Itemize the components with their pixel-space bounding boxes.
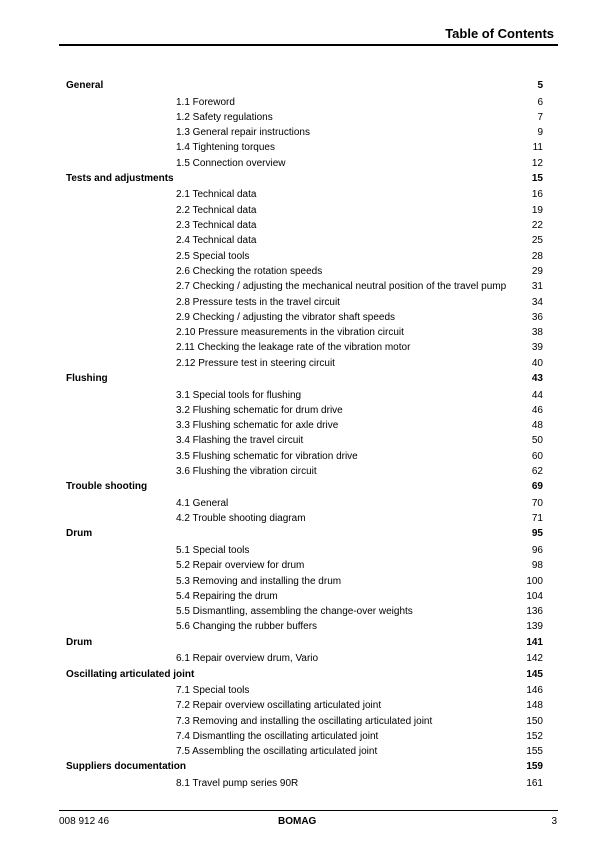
toc-entry-page-number: 39 — [531, 342, 543, 354]
toc-chapter-row[interactable] — [66, 78, 543, 95]
toc-entry-label: 2.5 Special tools — [176, 250, 250, 262]
toc-chapter-row[interactable] — [66, 371, 543, 388]
toc-section-row[interactable] — [66, 729, 543, 744]
toc-entry-page-number: 5 — [537, 80, 543, 91]
toc-entry-page-number: 34 — [531, 296, 543, 308]
toc-entry-label: 2.10 Pressure measurements in the vibration circuit — [176, 327, 404, 339]
toc-section-row[interactable] — [66, 698, 543, 713]
toc-section-row[interactable] — [66, 714, 543, 729]
toc-entry-page-number: 104 — [526, 590, 543, 602]
header-rule — [59, 44, 558, 46]
toc-section-row[interactable] — [66, 418, 543, 433]
toc-section-row[interactable] — [66, 310, 543, 325]
toc-section-row[interactable] — [66, 340, 543, 355]
toc-entry-label: 3.5 Flushing schematic for vibration drive — [176, 450, 358, 462]
toc-entry-page-number: 141 — [526, 636, 543, 648]
toc-entry-page-number: 46 — [531, 404, 543, 416]
toc-entry-page-number: 48 — [531, 420, 543, 432]
toc-entry-label: 2.8 Pressure tests in the travel circuit — [176, 296, 340, 308]
toc-section-row[interactable] — [66, 95, 543, 110]
toc-section-row[interactable] — [66, 558, 543, 573]
toc-entry-label: 5.1 Special tools — [176, 544, 250, 556]
toc-section-row[interactable] — [66, 464, 543, 479]
toc-chapter-row[interactable] — [66, 171, 543, 188]
toc-entry-label: 2.6 Checking the rotation speeds — [176, 265, 323, 277]
toc-entry-page-number: 28 — [531, 250, 543, 262]
toc-entry-label: Flushing — [66, 373, 108, 385]
toc-entry-page-number: 12 — [531, 157, 543, 169]
toc-entry-page-number: 139 — [526, 621, 543, 633]
toc-entry-page-number: 152 — [526, 730, 543, 742]
footer-rule — [59, 810, 558, 811]
toc-section-row[interactable] — [66, 249, 543, 264]
toc-entry-label: 3.1 Special tools for flushing — [176, 389, 302, 401]
toc-entry-page-number: 62 — [531, 466, 543, 478]
toc-entry-label: 7.1 Special tools — [176, 685, 250, 696]
toc-entry-label: Trouble shooting — [66, 481, 148, 493]
toc-entry-label: Oscillating articulated joint — [66, 668, 195, 680]
toc-entry-label: 2.11 Checking the leakage rate of the vibration motor — [176, 342, 411, 354]
toc-chapter-row[interactable] — [66, 526, 543, 543]
toc-entry-page-number: 100 — [526, 575, 543, 587]
toc-entry-label: Suppliers documentation — [66, 761, 187, 773]
toc-entry-label: 3.4 Flashing the travel circuit — [176, 435, 304, 447]
toc-entry-label: 5.3 Removing and installing the drum — [176, 575, 342, 587]
toc-entry-page-number: 9 — [537, 127, 543, 139]
toc-entry-label: 2.3 Technical data — [176, 220, 257, 232]
toc-entry-label: 2.7 Checking / adjusting the mechanical neutral position of the travel pump — [176, 281, 507, 293]
toc-section-row[interactable] — [66, 543, 543, 558]
toc-section-row[interactable] — [66, 125, 543, 140]
toc-section-row[interactable] — [66, 651, 543, 666]
table-of-contents — [66, 78, 543, 791]
toc-entry-page-number: 7 — [537, 111, 543, 123]
toc-entry-label: 7.5 Assembling the oscillating articulated joint — [176, 746, 378, 758]
toc-entry-page-number: 148 — [526, 700, 543, 712]
toc-section-row[interactable] — [66, 511, 543, 526]
toc-entry-page-number: 19 — [531, 204, 543, 216]
toc-entry-page-number: 40 — [531, 357, 543, 369]
toc-entry-label: 2.4 Technical data — [176, 235, 257, 247]
toc-entry-label: 3.6 Flushing the vibration circuit — [176, 466, 317, 478]
toc-entry-page-number: 95 — [531, 528, 543, 540]
toc-section-row[interactable] — [66, 604, 543, 619]
toc-entry-page-number: 98 — [531, 560, 543, 572]
toc-entry-page-number: 145 — [526, 668, 543, 680]
toc-entry-label: 6.1 Repair overview drum, Vario — [176, 653, 319, 665]
toc-section-row[interactable] — [66, 574, 543, 589]
toc-entry-page-number: 11 — [532, 142, 543, 154]
toc-entry-label: 1.1 Foreword — [176, 96, 235, 108]
toc-section-row[interactable] — [66, 403, 543, 418]
toc-entry-page-number: 69 — [531, 481, 543, 493]
toc-entry-page-number: 136 — [526, 606, 543, 618]
toc-entry-label: 2.2 Technical data — [176, 204, 257, 216]
toc-entry-page-number: 44 — [531, 389, 543, 401]
toc-section-row[interactable] — [66, 203, 543, 218]
toc-entry-label: Tests and adjustments — [66, 172, 174, 184]
toc-section-row[interactable] — [66, 388, 543, 403]
toc-section-row[interactable] — [66, 279, 543, 294]
toc-entry-page-number: 38 — [531, 327, 543, 339]
toc-entry-label: 2.12 Pressure test in steering circuit — [176, 357, 335, 369]
toc-entry-label: 1.3 General repair instructions — [176, 127, 310, 139]
toc-entry-label: Drum — [66, 636, 93, 648]
toc-entry-label: Drum — [66, 528, 93, 540]
toc-section-row[interactable] — [66, 744, 543, 759]
toc-chapter-row[interactable] — [66, 759, 543, 776]
toc-entry-label: 5.5 Dismantling, assembling the change-over weights — [176, 606, 413, 618]
toc-entry-label: 4.2 Trouble shooting diagram — [176, 513, 306, 525]
toc-entry-page-number: 159 — [526, 761, 543, 773]
toc-section-row[interactable] — [66, 589, 543, 604]
toc-entry-label: 5.2 Repair overview for drum — [176, 560, 305, 572]
toc-entry-label: General — [66, 80, 104, 91]
toc-entry-page-number: 70 — [531, 497, 543, 509]
toc-section-row[interactable] — [66, 140, 543, 155]
page-header-title: Table of Contents — [445, 26, 554, 41]
toc-chapter-row[interactable] — [66, 667, 543, 684]
toc-entry-label: 1.4 Tightening torques — [176, 142, 275, 154]
toc-entry-label: 3.2 Flushing schematic for drum drive — [176, 404, 343, 416]
toc-entry-label: 5.4 Repairing the drum — [176, 590, 278, 602]
toc-entry-page-number: 22 — [531, 220, 543, 232]
toc-entry-page-number: 60 — [531, 450, 543, 462]
toc-chapter-row[interactable] — [66, 635, 543, 652]
footer-page-number: 3 — [551, 816, 557, 827]
toc-entry-page-number: 150 — [526, 715, 543, 727]
toc-entry-page-number: 142 — [526, 653, 543, 665]
footer-doc-number: 008 912 46 — [59, 816, 110, 827]
toc-chapter-row[interactable] — [66, 479, 543, 496]
toc-entry-label: 7.2 Repair overview oscillating articulated joint — [176, 700, 382, 712]
toc-entry-label: 3.3 Flushing schematic for axle drive — [176, 420, 339, 432]
toc-entry-page-number: 43 — [531, 373, 543, 385]
toc-section-row[interactable] — [66, 156, 543, 171]
toc-entry-page-number: 31 — [531, 281, 543, 293]
toc-entry-page-number: 29 — [531, 265, 543, 277]
toc-section-row[interactable] — [66, 433, 543, 448]
toc-entry-label: 7.3 Removing and installing the oscillating articulated joint — [176, 715, 433, 727]
toc-entry-label: 1.2 Safety regulations — [176, 111, 273, 123]
toc-section-row[interactable] — [66, 295, 543, 310]
toc-entry-page-number: 155 — [526, 746, 543, 758]
toc-section-row[interactable] — [66, 619, 543, 634]
toc-entry-page-number: 15 — [531, 172, 543, 184]
toc-entry-page-number: 6 — [537, 96, 543, 108]
toc-entry-page-number: 71 — [531, 513, 543, 525]
toc-section-row[interactable] — [66, 218, 543, 233]
toc-section-row[interactable] — [66, 325, 543, 340]
toc-section-row[interactable] — [66, 683, 543, 698]
toc-entry-label: 1.5 Connection overview — [176, 157, 286, 169]
toc-entry-page-number: 161 — [526, 777, 543, 789]
toc-section-row[interactable] — [66, 776, 543, 791]
toc-entry-page-number: 25 — [531, 235, 543, 247]
toc-entry-page-number: 50 — [531, 435, 543, 447]
toc-entry-page-number: 36 — [531, 311, 543, 323]
toc-entry-label: 7.4 Dismantling the oscillating articulated joint — [176, 730, 379, 742]
footer-brand: BOMAG — [278, 816, 317, 827]
toc-entry-page-number: 146 — [526, 685, 543, 696]
toc-section-row[interactable] — [66, 264, 543, 279]
toc-section-row[interactable] — [66, 356, 543, 371]
toc-entry-label: 4.1 General — [176, 497, 229, 509]
toc-section-row[interactable] — [66, 187, 543, 202]
toc-section-row[interactable] — [66, 496, 543, 511]
toc-entry-label: 2.1 Technical data — [176, 189, 257, 201]
toc-section-row[interactable] — [66, 449, 543, 464]
toc-entry-page-number: 96 — [531, 544, 543, 556]
toc-section-row[interactable] — [66, 110, 543, 125]
toc-entry-page-number: 16 — [531, 189, 543, 201]
toc-entry-label: 2.9 Checking / adjusting the vibrator shaft speeds — [176, 311, 396, 323]
toc-entry-label: 8.1 Travel pump series 90R — [176, 777, 299, 789]
toc-entry-label: 5.6 Changing the rubber buffers — [176, 621, 318, 633]
toc-section-row[interactable] — [66, 233, 543, 248]
